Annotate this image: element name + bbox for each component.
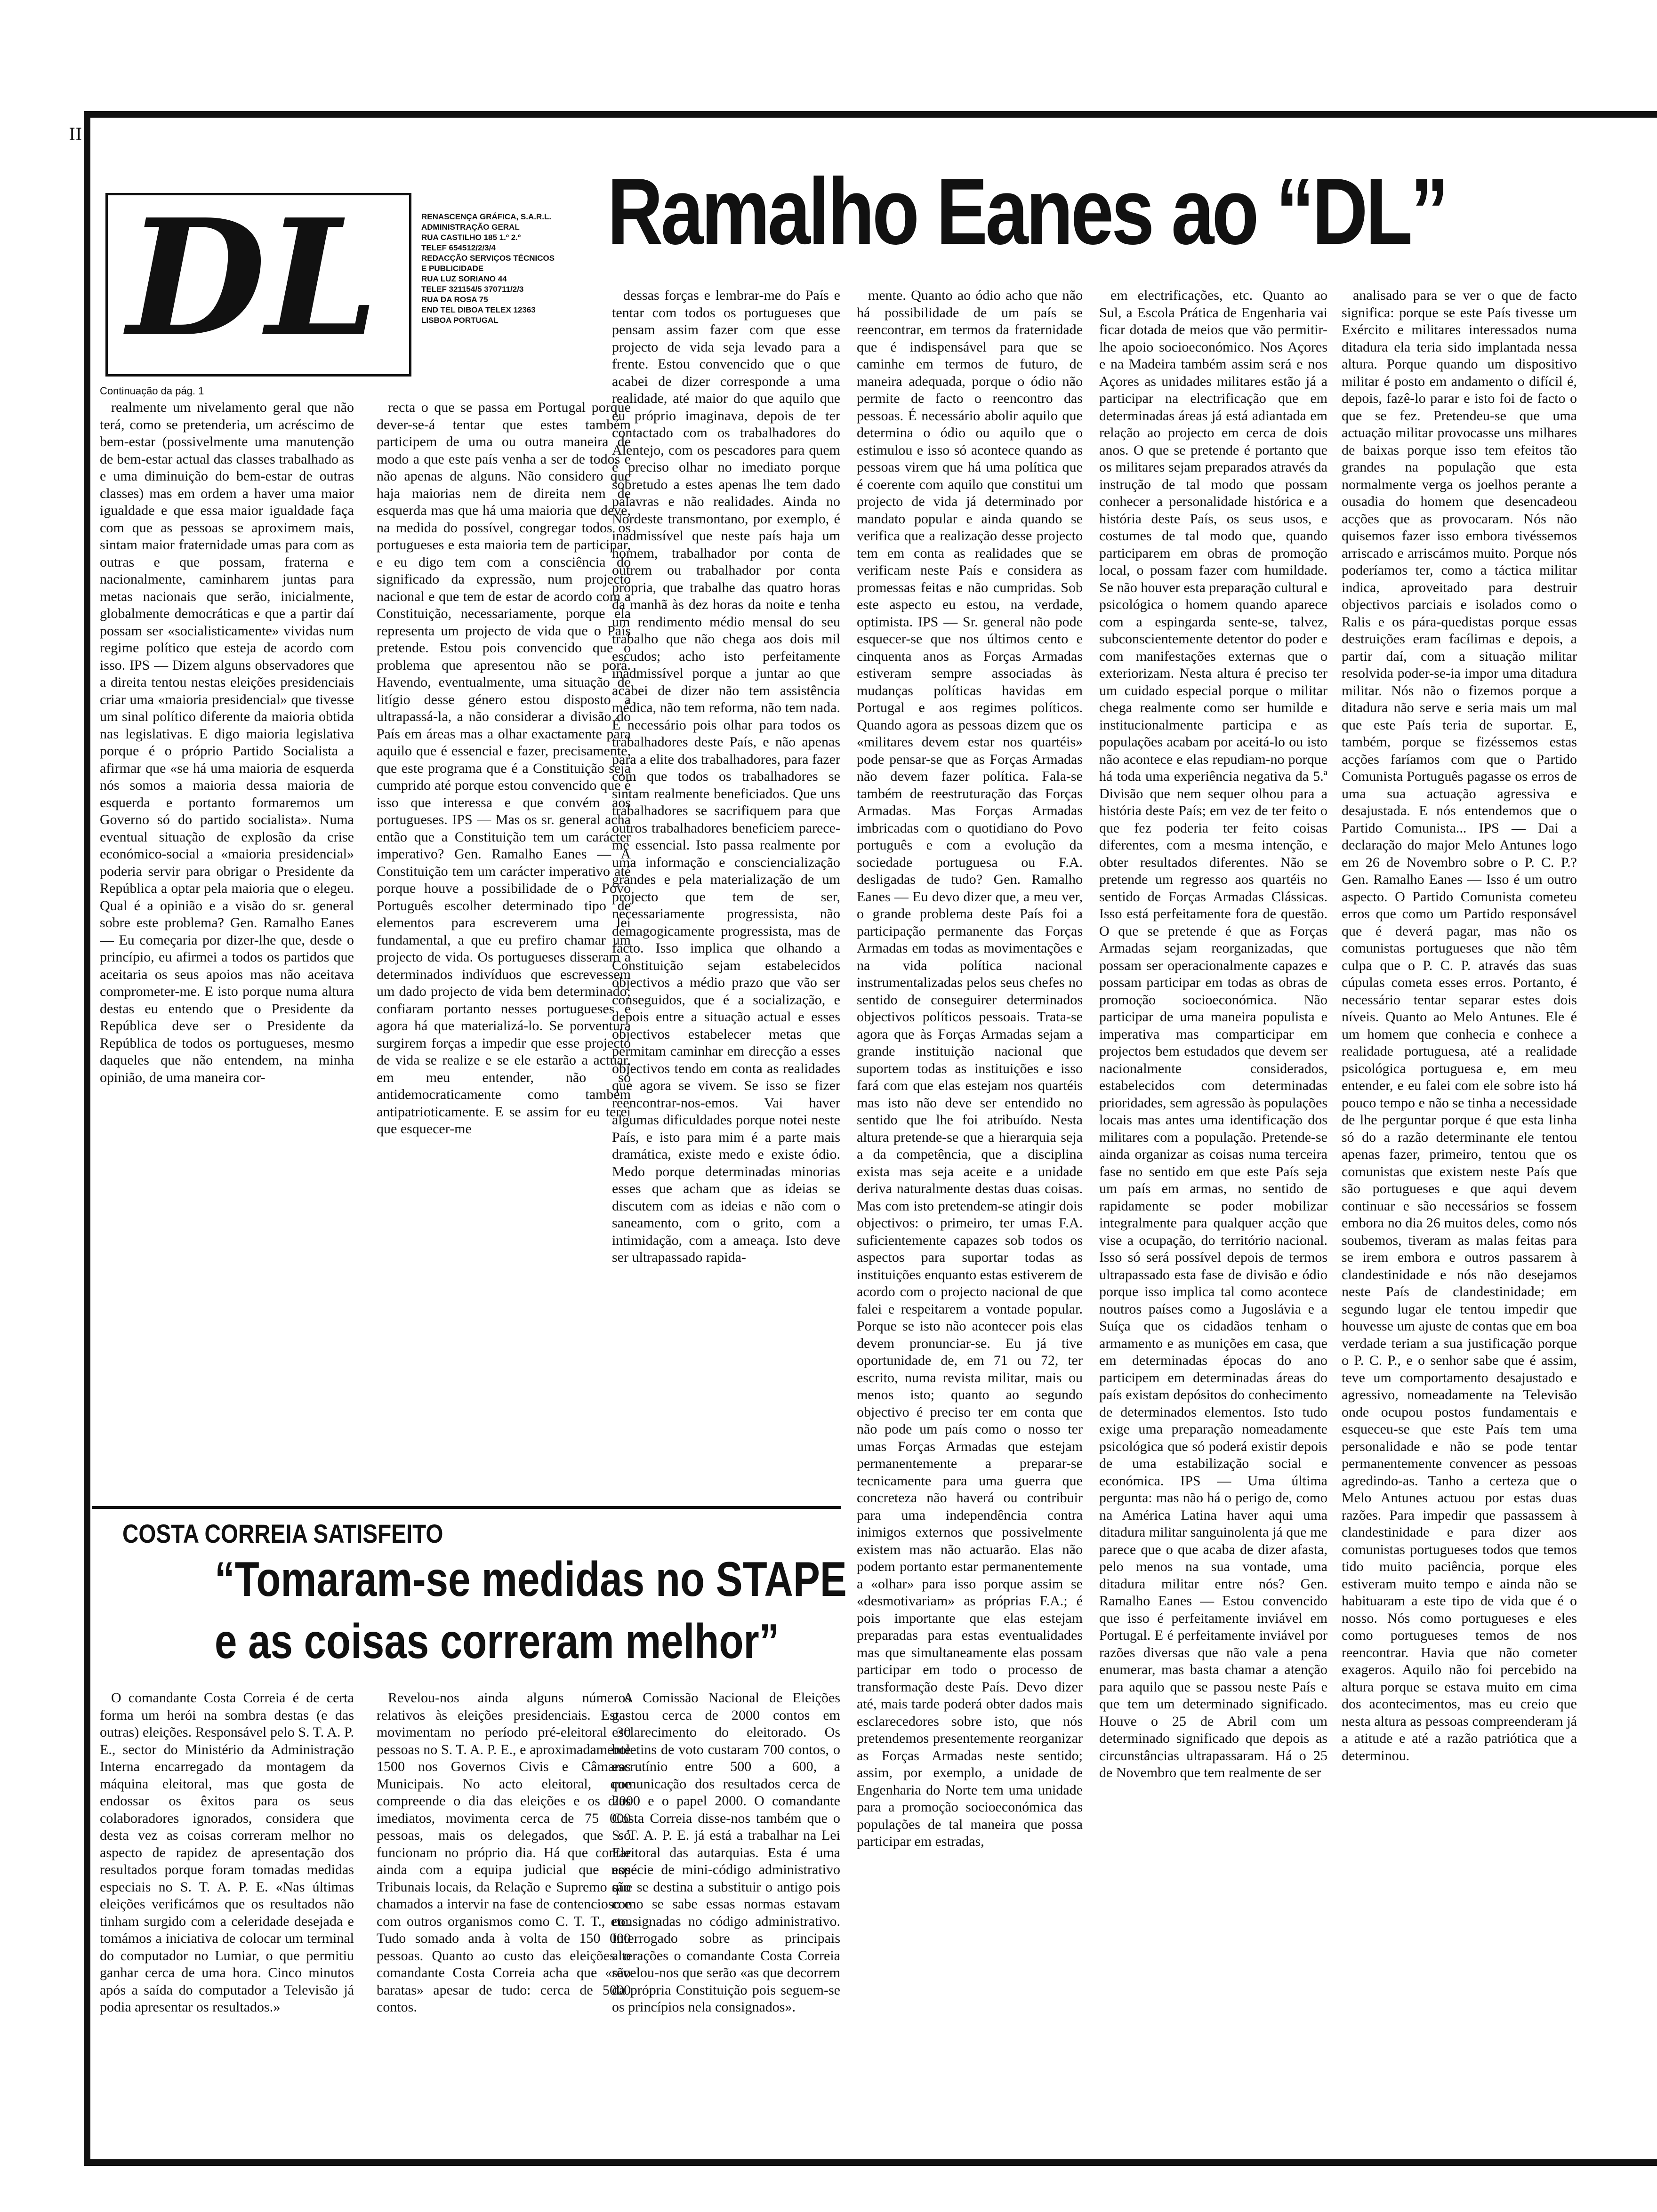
section-divider-rule	[92, 1506, 841, 1509]
logo-text: DL	[127, 184, 378, 367]
info-line: RENASCENÇA GRÁFICA, S.A.R.L.	[421, 212, 552, 221]
interview-column-3: dessas forças e lembrar-me do País e tentar com todos os portugueses que pensam assim fazer com que esse projecto de vida seja levado para a frente. Estou convencido que o que acabei de dizer corresponde a uma realidade, até maior do que aquilo que eu próprio imaginava, depois de ter contactado com os trabalhadores do Alentejo, com os pescadores para quem é preciso olhar no imediato porque sobretudo a estes apenas lhe tem dado palavras e não realidades. Ainda no Nordeste transmontano, por exemplo, é inadmissível que neste país haja um homem, trabalhador por conta de outrem ou trabalhador por conta própria, que trabalhe das quatro horas da manhã às dez horas da noite e tenha um rendimento médio mensal do seu trabalho que não chega aos dois mil escudos; acho isto perfeitamente inadmissível porque a juntar ao que acabei de dizer não tem assistência médica, não tem reforma, não tem nada. É necessário pois olhar para todos os trabalhadores deste País, e não apenas para a elite dos trabalhadores, para fazer com que todos os trabalhadores se sintam realmente beneficiados. Que uns trabalhadores se sacrifiquem para que outros trabalhadores beneficiem parece-me essencial. Isto passa realmente por uma informação e consciencialização grandes e pela materialização de um projecto que tem de ser, necessariamente progressista, não demagogicamente progressista, mas de facto. Isso implica que olhando a Constituição sejam estabelecidos objectivos a médio prazo que vão ser conseguidos, que é a socialização, e depois entre a situação actual e esses objectivos estabelecer metas que permitam caminhar em direcção a esses objectivos tendo em conta as realidades que agora se vivem. Se isso se fizer reencontrar-nos-emos. Vai haver algumas dificuldades porque notei neste País, e isto para mim é a parte mais dramática, existe medo e existe ódio. Medo porque determinadas minorias esses que acham que as ideias se discutem com as ideias e não com o saneamento, com o grito, com a intimidação, com a ameaça. Isto deve ser ultrapassado rapida-	[612, 288, 840, 1265]
info-line: TELEF 321154/5 370711/2/3	[421, 285, 524, 294]
page-number: II	[69, 125, 82, 144]
article-column-3: A Comissão Nacional de Eleições gastou cerca de 2000 contos em esclarecimento do eleitorado. Os boletins de voto custaram 700 contos, o escrutínio entre 500 a 600, a comunicação dos resultados cerca de 2000 e o papel 2000. O comandante Costa Correia disse-nos também que o S. T. A. P. E. já está a trabalhar na Lei Eleitoral das autarquias. Esta é uma espécie de mini-código administrativo que se destina a substituir o antigo pois como se sabe essas normas estavam consignadas no código administrativo. Interrogado sobre as principais alterações o comandante Costa Correia revelou-nos que serão «as que decorrem da própria Constituição pois seguem-se os princípios nela consignados».	[612, 1690, 840, 2015]
masthead-info	[421, 212, 577, 326]
top-border-rule	[85, 111, 1657, 118]
info-line: RUA LUZ SORIANO 44	[421, 274, 507, 283]
interview-column-5: em electrificações, etc. Quanto ao Sul, a Escola Prática de Engenharia vai ficar dotada de meios que vão permitir-lhe apoio socioeconómico. Nos Açores e na Madeira também assim será e nos Açores as unidades militares estão já a participar na electrificação que em determinadas áreas já está adiantada em relação ao projecto em cerca de dois anos. O que se pretende é portanto que os militares sejam preparados através da instrução de tal modo que possam conhecer a personalidade histórica e a história deste País, os seus usos, e costumes de tal modo que, quando participarem em obras de promoção local, o possam fazer com humildade. Se não houver esta preparação cultural e psicológica o homem quando aparece com a espingarda sente-se, talvez, subconscientemente detentor do poder e com manifestações externas que o exteriorizam. Nesta altura é preciso ter um cuidado especial porque o militar chega realmente como ser humilde e institucionalmente participa e as populações acabam por aceitá-lo ou isto não acontece e elas repudiam-no porque há toda uma experiência negativa da 5.ª Divisão que nem sequer olhou para a história deste País; em vez de ter feito o que fez poderia ter feito coisas diferentes, com a mesma intenção, e obter resultados diferentes. Não se pretende um regresso aos quartéis no sentido de Forças Armadas Clássicas. Isso está perfeitamente fora de questão. O que se pretende é que as Forças Armadas sejam reorganizadas, que possam ser operacionalmente capazes e possam participar em todas as obras de promoção socioeconómica. Não participar de uma maneira populista e imperativa mas comparticipar em projectos bem estudados que devem ser nacionalmente considerados, estabelecidos com determinadas prioridades, sem agressão às populações locais mas antes uma identificação dos militares com a população. Pretende-se ainda organizar as coisas numa terceira fase no sentido em que este País seja um país em armas, no sentido de rapidamente se poder mobilizar integralmente para qualquer acção que vise a ocupação, do território nacional. Isso só será possível depois de termos ultrapassado esta fase de divisão e ódio porque isso implica tal como acontece noutros países como a Jugoslávia e a Suíça que os cidadãos tenham o armamento e as munições em casa, que em determinadas épocas do ano participem em determinadas áreas do país existam depósitos do conhecimento de determinados elementos. Isto tudo exige uma preparação nomeadamente psicológica que só poderá existir depois de uma estabilização social e económica. IPS — Uma última pergunta: mas não há o perigo de, como na América Latina haver aqui uma ditadura militar sanguinolenta já que me parece que o que acaba de dizer afasta, pelo menos na sua vontade, uma ditadura militar entre nós? Gen. Ramalho Eanes — Estou convencido que isso é perfeitamente inviável em Portugal. E é perfeitamente inviável por razões diversas que não vale a pena enumerar, mas basta chamar a atenção para aquilo que se passou neste País e que tem um determinado significado. Houve o 25 de Abril com um determinado significado que depois as circunstâncias ultrapassaram. Há o 25 de Novembro que tem realmente de ser	[1099, 288, 1327, 1780]
info-line: RUA CASTILHO 185 1.º 2.º	[421, 233, 521, 242]
article-headline	[215, 1548, 847, 1673]
article-column-2: Revelou-nos ainda alguns números relativos às eleições presidenciais. Estas movimentam no período pré-eleitoral 30 pessoas no S. T. A. P. E., e aproximadamente 1500 nos Governos Civis e Câmaras Municipais. No acto eleitoral, que compreende o dia das eleições e os dias imediatos, movimenta cerca de 75 000 pessoas, mais os delegados, que só funcionam no próprio dia. Há que contar ainda com a equipa judicial que nos Tribunais locais, da Relação e Supremo são chamados a intervir na fase de contencioso e com outros organismos como C. T. T., etc. Tudo somado anda à volta de 150 000 pessoas. Quanto ao custo das eleições o comandante Costa Correia acha que «são baratas» apesar de tudo: cerca de 5000 contos.	[377, 1690, 631, 2015]
info-line: ADMINISTRAÇÃO GERAL	[421, 223, 520, 232]
bottom-border-rule	[84, 2159, 1657, 2166]
main-headline: Ramalho Eanes ao “DL”	[607, 159, 1447, 264]
dl-logo	[118, 179, 381, 367]
info-line: RUA DA ROSA 75	[421, 295, 488, 304]
article-column-1: O comandante Costa Correia é de certa forma um herói na sombra destas (e das outras) eleições. Responsável pelo S. T. A. P. E., sector do Ministério da Administração Interna encarregado da montagem da máquina eleitoral, mas que gosta de endossar os êxitos para os seus colaboradores ignorados, considera que desta vez as coisas correram melhor no aspecto de rapidez de apresentação dos resultados porque foram tomadas medidas especiais no S. T. A. P. E. «Nas últimas eleições verificámos que os resultados não tinham surgido com a celeridade desejada e tomámos a iniciativa de colocar um terminal do computador no Lumiar, o que permitiu ganhar cerca de uma hora. Cinco minutos após a saída do computador a Televisão já podia apresentar os resultados.»	[100, 1690, 354, 2015]
info-line: LISBOA PORTUGAL	[421, 316, 499, 325]
article-kicker: COSTA CORREIA SATISFEITO	[122, 1519, 443, 1548]
info-line: E PUBLICIDADE	[421, 264, 484, 273]
article-headline-line-2: e as coisas correram melhor”	[215, 1614, 780, 1669]
article-headline-line-1: “Tomaram-se medidas no STAPE	[215, 1552, 847, 1607]
info-line: END TEL DIBOA TELEX 12363	[421, 305, 536, 314]
interview-column-1: realmente um nivelamento geral que não terá, como se pretenderia, um acréscimo de bem-estar (possivelmente uma manutenção de bem-estar actual das classes trabalhado as e uma diminuição do bem-estar de outras classes) mas em ordem a haver uma maior igualdade e que essa maior igualdade faça com que as pessoas se aproximem mais, sintam maior fraternidade umas para com as outras e que possam, fraterna e nacionalmente, caminharem juntas para metas nacionais que serão, inicialmente, globalmente democráticas e que a partir daí possam ser «socialisticamente» vividas num regime político que esteja de acordo com isso. IPS — Dizem alguns observadores que a direita tentou nestas eleições presidenciais criar uma «maioria presidencial» que tivesse um sinal político diferente da maioria obtida nas legislativas. E digo maioria legislativa porque é o próprio Partido Socialista a afirmar que «se há uma maioria de esquerda nós somos a maioria dessa maioria de esquerda e portanto formaremos um Governo só do partido socialista». Numa eventual situação de explosão da crise económico-social a «maioria presidencial» poderia servir para obrigar o Presidente da República a optar pela maioria que o elegeu. Qual é a opinião e a visão do sr. general sobre este problema? Gen. Ramalho Eanes — Eu começaria por dizer-lhe que, desde o princípio, eu afirmei a todos os partidos que aceitaria os seus apoios mas não aceitava comprometer-me. E isto porque numa altura destas eu entendo que o Presidente da República deve ser o Presidente da República de todos os portugueses, mesmo daqueles que não entendem, na minha opinião, de uma maneira cor-	[100, 400, 354, 1085]
interview-column-4: mente. Quanto ao ódio acho que não há possibilidade de um país se reencontrar, em termos da fraternidade que é indispensável para que se caminhe em termos de futuro, de maneira adequada, porque o ódio não permite de facto o reencontro das pessoas. É necessário abolir aquilo que determina o ódio ou aquilo que o estimulou e isso só acontece quando as pessoas virem que há uma política que é coerente com aquilo que constitui um projecto de vida já determinado por mandato popular e ainda quando se verifica que a realização desse projecto tem em conta as realidades que se verificam neste País e considera as promessas feitas e não cumpridas. Sob este aspecto eu estou, na verdade, optimista. IPS — Sr. general não pode esquecer-se que nos últimos cento e cinquenta anos as Forças Armadas estiveram sempre associadas às mudanças políticas havidas em Portugal e aos regimes políticos. Quando agora as pessoas dizem que os «militares devem estar nos quartéis» pode pensar-se que as Forças Armadas não devem fazer política. Fala-se também de reestruturação das Forças Armadas. Mas Forças Armadas imbricadas com o quotidiano do Povo português e com a evolução da sociedade portuguesa ou F.A. desligadas de tudo? Gen. Ramalho Eanes — Eu devo dizer que, a meu ver, o grande problema deste País foi a participação permanente das Forças Armadas em todas as movimentações e na vida política nacional instrumentalizadas pelos seus chefes no sentido de conseguirer determinados objectivos políticos pessoais. Trata-se agora que às Forças Armadas sejam a grande instituição nacional que suportem todas as instituições e isso fará com que elas estejam nos quartéis mas isto não deve ser entendido no sentido que lhe foi atribuído. Nesta altura pretende-se que a hierarquia seja a da competência, que a disciplina exista mas seja aceite e a unidade deriva naturalmente destas duas coisas. Mas com isto pretendem-se atingir dois objectivos: o primeiro, ter umas F.A. suficientemente capazes sob todos os aspectos para suportar todas as instituições enquanto estas estiverem de acordo com o projecto nacional de que falei e respeitarem a vontade popular. Porque se isto não acontecer pois elas devem pronunciar-se. Eu já tive oportunidade de, em 71 ou 72, ter escrito, numa revista militar, mais ou menos isto; quanto ao segundo objectivo é preciso ter em conta que não pode um país como o nosso ter umas Forças Armadas que estejam permanentemente a preparar-se tecnicamente para uma guerra que concreteza não haverá ou contribuir para uma independência contra inimigos externos que possivelmente existem mas não actuarão. Elas não podem portanto estar permanentemente a «olhar» para isso porque assim se «desmotivariam» as próprias F.A.; é pois importante que elas estejam preparadas para estas eventualidades mas que simultaneamente elas possam participar em todo o processo de transformação deste País. Devo dizer até, mais tarde poderá obter dados mais esclarecedores sobre isto, que nós pretendemos presentemente reorganizar as Forças Armadas neste sentido; assim, por exemplo, a unidade de Engenharia do Norte tem uma unidade para a promoção socioeconómica das populações de tal maneira que possa participar em estradas,	[857, 288, 1083, 1849]
info-line: REDACÇÃO SERVIÇOS TÉCNICOS	[421, 254, 555, 263]
interview-column-2: recta o que se passa em Portugal porque dever-se-á tentar que estes também participem de uma ou outra maneira de modo a que este país venha a ser de todos e não apenas de alguns. Não considero que haja maiorias nem de direita nem de esquerda mas que há uma maioria que deve, na medida do possível, congregar todos os portugueses e esta maioria tem de participar, e eu digo tem com a consciência do significado da expressão, num projecto nacional e que tem de estar de acordo com a Constituição, necessariamente, porque ela representa um projecto de vida que o País pretende. Estou pois convencido que o problema que apresentou não se porá. Havendo, eventualmente, uma situação de litígio desse género estou disposto a ultrapassá-la, a não considerar a divisão do País em áreas mas a olhar exactamente para aquilo que é essencial e fazer, precisamente, que este programa que é a Constituição seja cumprido até porque estou convencido que é isso que interessa e que convém aos portugueses. IPS — Mas os sr. general acha então que a Constituição tem um carácter imperativo? Gen. Ramalho Eanes — A Constituição tem um carácter imperativo até porque houve a possibilidade de o Povo Português escolher determinado tipo de elementos para escreverem uma lei fundamental, a que eu prefiro chamar um projecto de vida. Os portugueses disseram a determinados indivíduos que escrevessem um dado projecto de vida bem determinado; confiaram portanto nesses portugueses e agora há que materializá-lo. Se porventura surgirem forças a impedir que esse projecto de vida se realize e se ele estarão a actuar, em meu entender, não só antidemocraticamente como também antipatrioticamente. E se assim for eu terei que esquecer-me	[377, 400, 631, 1137]
continued-label: Continuação da pág. 1	[100, 385, 204, 397]
left-border-rule	[84, 111, 90, 2163]
info-line: TELEF 654512/2/3/4	[421, 243, 496, 252]
interview-column-6: analisado para se ver o que de facto significa: porque se este País tivesse um Exército e militares interessados numa ditadura ela teria sido implantada nessa altura. Porque quando um dispositivo militar é posto em andamento o difícil é, depois, fazê-lo parar e isto foi de facto o que se fez. Pretendeu-se que uma actuação militar provocasse uns milhares de baixas porque isso tem efeitos tão grandes na população que esta normalmente verga os joelhos perante a ousadia do homem que desencadeou acções que as provocaram. Nós não quisemos fazer isso embora tivéssemos arriscado e arriscámos muito. Porque nós poderíamos ter, como a táctica militar indica, aproveitado para destruir objectivos parciais e isolados como o Ralis e os pára-quedistas porque essas destruições eram facílimas e depois, a partir daí, com a situação militar resolvida poder-se-ia impor uma ditadura militar. Nós não o fizemos porque a ditadura não serve e seria mais um mal que este País teria de suportar. E, também, porque se fizéssemos estas acções faríamos com que o Partido Comunista Português pagasse os erros de uma sua actuação agressiva e desajustada. E nós entendemos que o Partido Comunista... IPS — Dai a declaração do major Melo Antunes logo em 26 de Novembro sobre o P. C. P.? Gen. Ramalho Eanes — Isso é um outro aspecto. O Partido Comunista cometeu erros que como um Partido responsável que é deverá pagar, mas não os comunistas portugueses que não têm culpa que o P. C. P. através das suas cúpulas cometa esses erros. Portanto, é necessário tentar separar estes dois níveis. Quanto ao Melo Antunes. Ele é um homem que conhecia e conhece a realidade portuguesa, até a realidade psicológica portuguesa e, em meu entender, e eu falei com ele sobre isto há pouco tempo e não se tinha a necessidade de lhe perguntar porque é que esta linha só do a razão determinante ele tentou apenas fazer, primeiro, tentou que os comunistas que existem neste País que são portugueses e que aqui devem continuar e são necessários se fossem embora no dia 26 muitos deles, como nós soubemos, tiveram as malas feitas para se irem embora e outros passarem à clandestinidade e nós não desejamos neste País de clandestinidade; em segundo lugar ele tentou impedir que houvesse um ajuste de contas que em boa verdade teriam a sua justificação porque o P. C. P., e o senhor sabe que é assim, teve um comportamento desajustado e agressivo, nomeadamente na Televisão onde ocupou postos fundamentais e esqueceu-se que este País tem uma personalidade e não se pode tentar permanentemente convencer as pessoas agredindo-as. Tanho a certeza que o Melo Antunes actuou por estas duas razões. Para impedir que passassem à clandestinidade e para dizer aos comunistas portugueses todos que temos tido muito paciência, porque eles estiveram muito tempo e ainda não se habituaram a este tipo de vida que é o nosso. Nós como portugueses e eles como portugueses temos de nos reencontrar. Havia que não cometer exageros. Aquilo não foi percebido na altura porque se estava muito em cima dos acontecimentos, mas eu creio que nesta altura as pessoas compreenderam já a atitude e até a razão patriótica que a determinou.	[1342, 288, 1577, 1763]
